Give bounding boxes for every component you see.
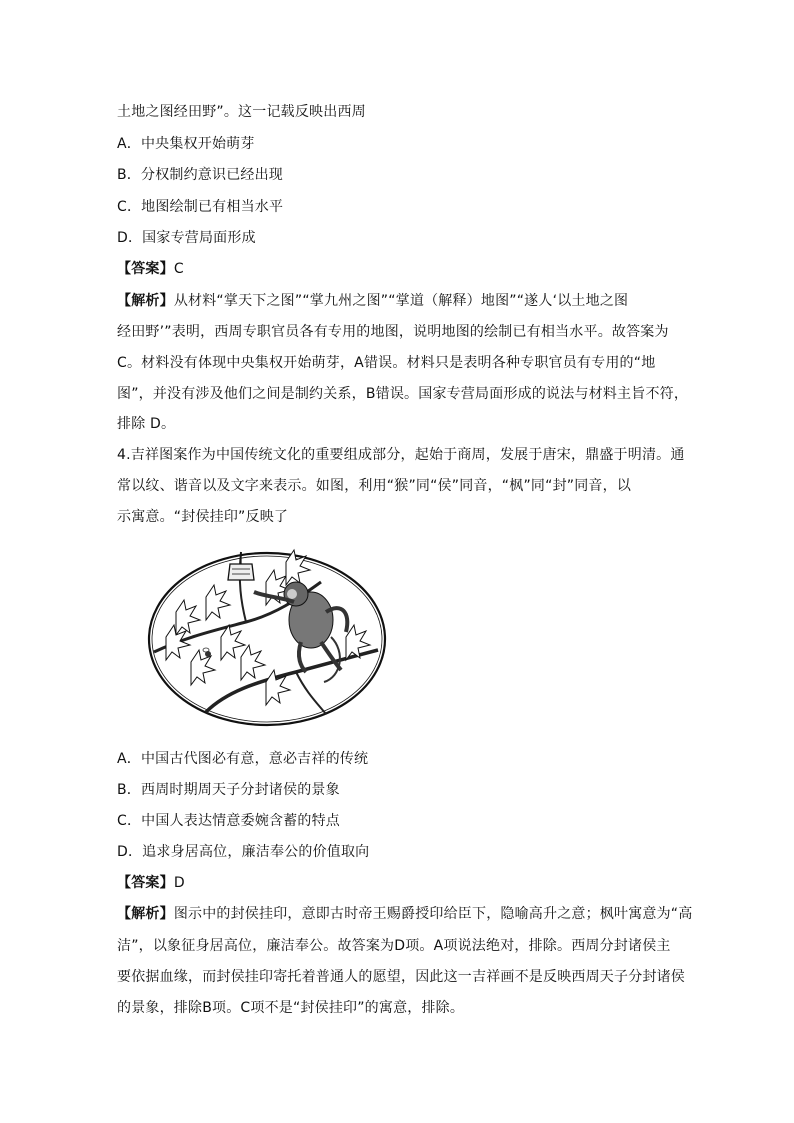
q4-answer <box>117 873 185 893</box>
q3-option-d: D．国家专营局面形成 <box>117 230 256 246</box>
answer-label: 【答案】 <box>117 875 174 891</box>
q3-stem-tail: 土地之图经田野”。这一记载反映出西周 <box>117 104 366 120</box>
q4-option-c: C．中国人表达情意委婉含蓄的特点 <box>117 813 340 829</box>
q4-analysis-line-1 <box>117 904 692 924</box>
q3-analysis-line-5: 排除 D。 <box>117 416 176 432</box>
analysis-text: 从材料“掌天下之图”“掌九州之图”“掌道（解释）地图”“遂人‘以土地之图 <box>173 293 629 309</box>
q3-analysis-line-1 <box>117 291 628 311</box>
q4-option-d: D．追求身居高位，廉洁奉公的价值取向 <box>117 844 370 860</box>
q4-analysis-line-3: 要依据血缘，而封侯挂印寄托着普通人的愿望，因此这一吉祥画不是反映西周天子分封诸侯 <box>117 969 685 985</box>
q3-option-c: C．地图绘制已有相当水平 <box>117 199 284 215</box>
q4-stem-line-3: 示寓意。“封侯挂印”反映了 <box>117 509 289 525</box>
q3-analysis-line-4: 图”，并没有涉及他们之间是制约关系，B错误。国家专营局面形成的说法与材料主旨不符， <box>117 386 689 402</box>
q3-analysis-line-3: C。材料没有体现中央集权开始萌芽，A错误。材料只是表明各种专职官员有专用的“地 <box>117 355 656 371</box>
q4-stem-line-2: 常以纹、谐音以及文字来表示。如图，利用“猴”同“侯”同音，“枫”同“封”同音，以 <box>117 478 632 494</box>
answer-value: D <box>173 875 185 891</box>
monkey-maple-seal-illustration <box>146 542 389 728</box>
q4-stem-line-1: 4.吉祥图案作为中国传统文化的重要组成部分，起始于商周，发展于唐宋，鼎盛于明清。通 <box>117 447 685 463</box>
q3-option-a: A．中央集权开始萌芽 <box>117 136 255 152</box>
answer-label: 【答案】 <box>117 261 174 277</box>
analysis-label: 【解析】 <box>117 906 174 922</box>
q4-option-a: A．中国古代图必有意，意必吉祥的传统 <box>117 751 369 767</box>
illustration-drawing <box>146 542 389 728</box>
q4-analysis-line-2: 洁”，以象征身居高位，廉洁奉公。故答案为D项。A项说法绝对，排除。西周分封诸侯主 <box>117 938 671 954</box>
answer-value: C <box>173 261 184 277</box>
q3-analysis-line-2: 经田野’”表明，西周专职官员各有专用的地图，说明地图的绘制已有相当水平。故答案为 <box>117 324 669 340</box>
q4-option-b: B．西周时期周天子分封诸侯的景象 <box>117 782 340 798</box>
analysis-label: 【解析】 <box>117 293 174 309</box>
analysis-text: 图示中的封侯挂印，意即古时帝王赐爵授印给臣下，隐喻高升之意；枫叶寓意为“高 <box>173 906 693 922</box>
q4-analysis-line-4: 的景象，排除B项。C项不是“封侯挂印”的寓意，排除。 <box>117 1000 465 1016</box>
q3-option-b: B．分权制约意识已经出现 <box>117 167 284 183</box>
q3-answer <box>117 259 184 279</box>
